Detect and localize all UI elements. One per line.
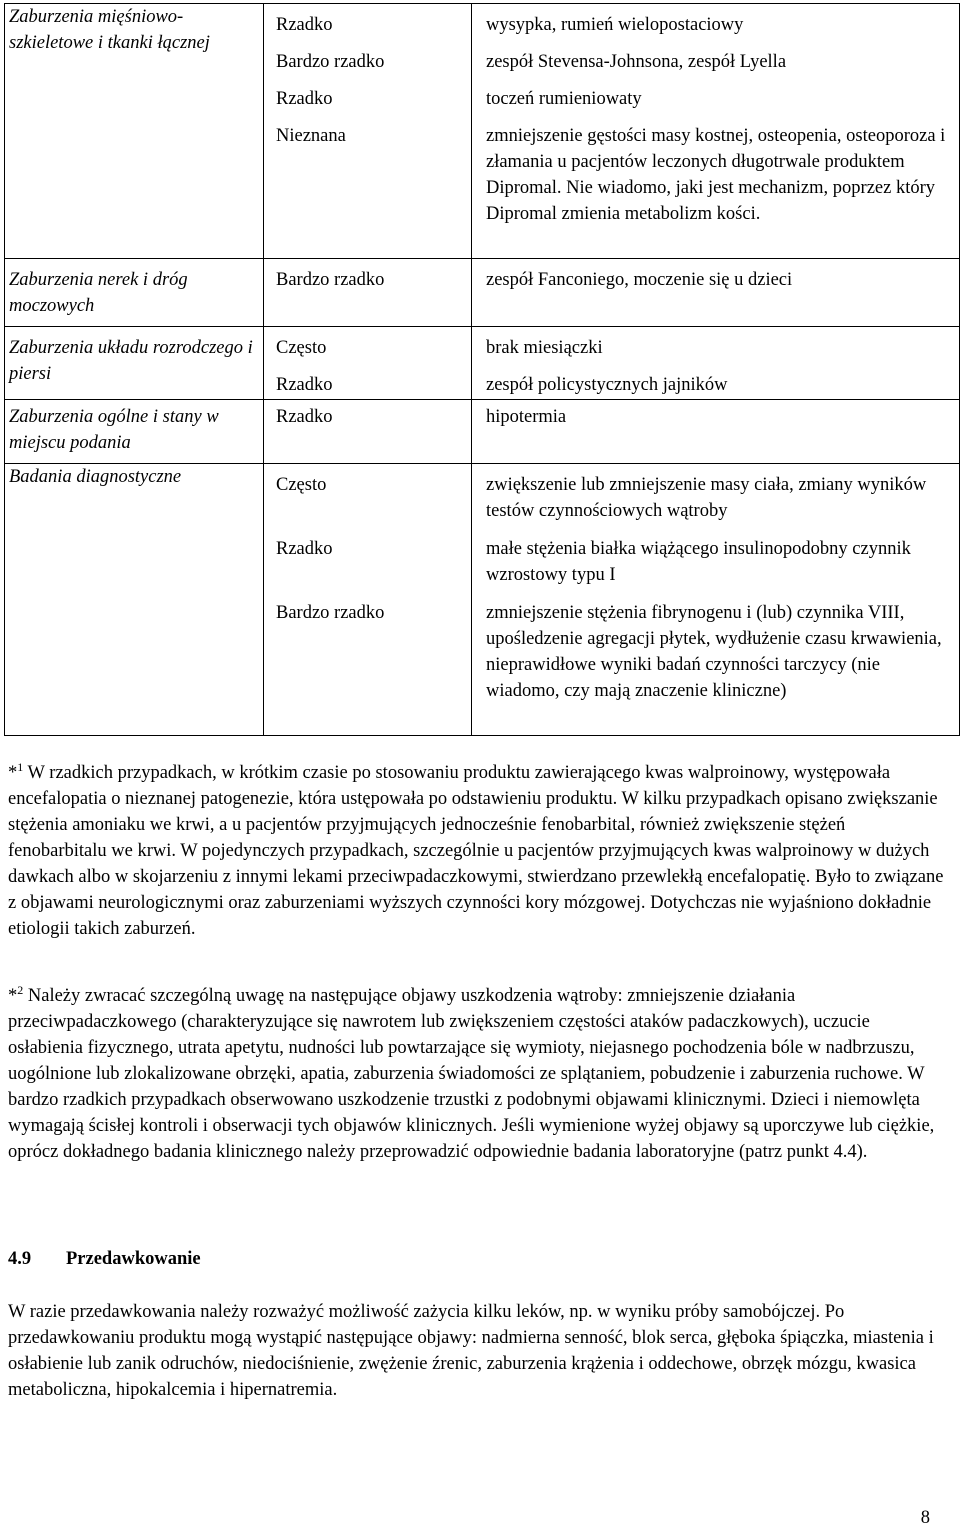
frequency-cell — [264, 464, 472, 736]
adverse-effect: toczeń rumieniowaty — [486, 89, 642, 109]
system-organ-class-cell — [5, 327, 264, 400]
adverse-reactions-table — [4, 3, 960, 736]
effect-cell — [472, 4, 960, 259]
system-organ-class-cell — [5, 400, 264, 464]
footnote-marker: * — [8, 763, 18, 783]
effect-cell — [472, 327, 960, 400]
section-heading — [8, 1246, 201, 1272]
adverse-effect: zwiększenie lub zmniejszenie masy ciała, zmiany wyników testów czynnościowych wątroby — [486, 475, 927, 521]
table-row — [5, 4, 960, 259]
footnote-2 — [8, 983, 948, 1165]
section-title: Przedawkowanie — [66, 1249, 201, 1269]
adverse-effect: zespół Fanconiego, moczenie się u dzieci — [486, 270, 793, 290]
system-organ-class: Zaburzenia nerek i dróg moczowych — [9, 270, 188, 316]
frequency-cell — [264, 259, 472, 327]
system-organ-class-cell — [5, 259, 264, 327]
adverse-effect: brak miesiączki — [486, 338, 603, 358]
footnote-text: W rzadkich przypadkach, w krótkim czasie po stosowaniu produktu zawierającego kwas walproinowy, występowała encefalopatia o nieznanej patogenezie, która ustępowała po odstawieniu produktu. W kilku przypadkach opisano zwiększanie stężenia amoniaku we krwi, a u pacjentów przyjmujących jednocześnie fenobarbital, również zwiększenie stężeń fenobarbitalu we krwi. W pojedynczych przypadkach, szczególnie u pacjentów przyjmujących kwas walproinowy w dużych dawkach albo w skojarzeniu z innymi lekami przeciwpadaczkowymi, stwierdzano przewlekłą encefalopatię. Było to związane z objawami neurologicznymi oraz zaburzeniami wyższych czynności kory mózgowej. Dotychczas nie wyjaśniono dokładnie etiologii takich zaburzeń. — [8, 763, 944, 939]
section-number: 4.9 — [8, 1249, 32, 1269]
effect-cell — [472, 259, 960, 327]
effect-cell — [472, 400, 960, 464]
table-row — [5, 327, 960, 400]
table-row — [5, 464, 960, 736]
frequency: Bardzo rzadko — [276, 52, 385, 72]
frequency: Nieznana — [276, 126, 346, 146]
system-organ-class: Zaburzenia ogólne i stany w miejscu podania — [9, 407, 219, 453]
footnote-1 — [8, 760, 948, 942]
frequency: Rzadko — [276, 89, 333, 109]
frequency-cell — [264, 4, 472, 259]
footnote-number: 1 — [17, 759, 24, 774]
adverse-effect: hipotermia — [486, 407, 567, 427]
system-organ-class: Zaburzenia układu rozrodczego i piersi — [9, 338, 253, 384]
frequency: Często — [276, 475, 327, 495]
adverse-effect: zmniejszenie stężenia fibrynogenu i (lub) czynnika VIII, upośledzenie agregacji płytek, wydłużenie czasu krwawienia, nieprawidłowe wyniki badań czynności tarczycy (nie wiadomo, czy mają znaczenie kliniczne) — [486, 603, 942, 701]
table-row — [5, 259, 960, 327]
system-organ-class: Badania diagnostyczne — [9, 467, 182, 487]
system-organ-class: Zaburzenia mięśniowo-szkieletowe i tkanki łącznej — [9, 7, 210, 53]
frequency-cell — [264, 327, 472, 400]
footnote-marker: * — [8, 986, 18, 1006]
adverse-effect: zespół Stevensa-Johnsona, zespół Lyella — [486, 52, 787, 72]
section-body — [8, 1299, 948, 1403]
adverse-effect: zmniejszenie gęstości masy kostnej, osteopenia, osteoporoza i złamania u pacjentów leczonych długotrwale produktem Dipromal. Nie wiadomo, jaki jest mechanizm, poprzez który Dipromal zmienia metabolizm kości. — [486, 126, 946, 224]
frequency: Często — [276, 338, 327, 358]
frequency: Bardzo rzadko — [276, 603, 385, 623]
frequency: Rzadko — [276, 407, 333, 427]
adverse-effect: małe stężenia białka wiążącego insulinopodobny czynnik wzrostowy typu I — [486, 539, 911, 585]
system-organ-class-cell — [5, 464, 264, 736]
system-organ-class-cell — [5, 4, 264, 259]
footnote-number: 2 — [17, 982, 24, 997]
effect-cell — [472, 464, 960, 736]
adverse-effect: wysypka, rumień wielopostaciowy — [486, 15, 744, 35]
footnote-text: Należy zwracać szczególną uwagę na następujące objawy uszkodzenia wątroby: zmniejszenie działania przeciwpadaczkowego (charakteryzujące się nawrotem lub zwiększeniem częstości ataków padaczkowych), uczucie osłabienia fizycznego, utrata apetytu, nudności lub powtarzające się wymioty, niejasnego pochodzenia bóle w nadbrzuszu, uogólnione lub zlokalizowane obrzęki, apatia, zaburzenia świadomości ze splątaniem, pobudzenie i zaburzenia ruchowe. W bardzo rzadkich przypadkach obserwowano uszkodzenie trzustki z podobnymi objawami klinicznymi. Dzieci i niemowlęta wymagają ścisłej kontroli i obserwacji tych objawów klinicznych. Jeśli wymienione wyżej objawy są uporczywe lub ciężkie, oprócz dokładnego badania klinicznego należy przeprowadzić odpowiednie badania laboratoryjne (patrz punkt 4.4). — [8, 986, 935, 1162]
section-paragraph: W razie przedawkowania należy rozważyć możliwość zażycia kilku leków, np. w wyniku próby samobójczej. Po przedawkowaniu produktu mogą wystąpić następujące objawy: nadmierna senność, blok serca, głęboka śpiączka, miastenia i osłabienie lub zanik odruchów, niedociśnienie, zwężenie źrenic, zaburzenia krążenia i oddechowe, obrzęk mózgu, kwasica metaboliczna, hipokalcemia i hipernatremia. — [8, 1302, 934, 1400]
frequency: Rzadko — [276, 375, 333, 395]
frequency: Rzadko — [276, 539, 333, 559]
frequency: Bardzo rzadko — [276, 270, 385, 290]
page-number: 8 — [920, 1508, 930, 1528]
frequency-cell — [264, 400, 472, 464]
adverse-effect: zespół policystycznych jajników — [486, 375, 728, 395]
frequency: Rzadko — [276, 15, 333, 35]
table-row — [5, 400, 960, 464]
